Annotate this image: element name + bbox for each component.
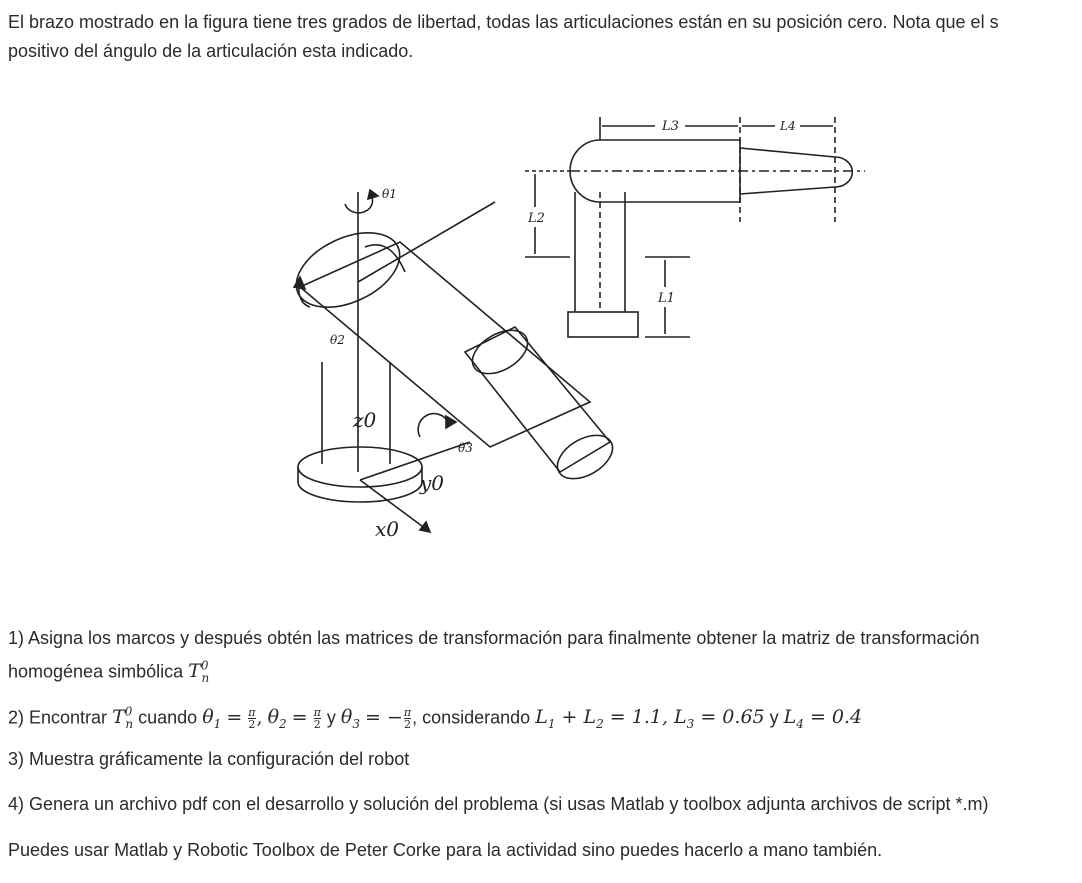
question-2-y: y bbox=[769, 707, 779, 728]
math-lengths: $L_1 + L_2 = 1.1$, $L_3 = 0.65$ bbox=[535, 706, 765, 732]
robot-arm-figure bbox=[270, 112, 880, 552]
question-1-line-2 bbox=[8, 652, 979, 692]
theta2-arrowhead bbox=[294, 277, 305, 289]
math-pi-over-2-b: $\frac{\pi}{2}$ bbox=[313, 706, 321, 732]
elbow-joint bbox=[465, 321, 535, 382]
math-eq-1: = bbox=[226, 706, 243, 729]
shoulder-axis bbox=[358, 202, 495, 282]
label-theta2: θ2 bbox=[330, 333, 345, 347]
math-L4: $L_4 = 0.4$ bbox=[783, 706, 863, 732]
shoulder-joint bbox=[285, 218, 412, 322]
question-4: 4) Genera un archivo pdf con el desarrollo y solución del problema (si usas Matlab y toolbox adjunta archivos de script *.m) bbox=[8, 794, 989, 814]
label-L2: L2 bbox=[528, 211, 545, 226]
math-theta-3: $\theta_3$ bbox=[340, 706, 360, 732]
label-L3: L3 bbox=[662, 119, 679, 134]
question-3: 3) Muestra gráficamente la configuración del robot bbox=[8, 749, 410, 769]
math-theta-2: $\theta_2$ bbox=[267, 706, 287, 732]
post-base bbox=[568, 312, 638, 337]
label-L1: L1 bbox=[658, 291, 675, 306]
question-2-prefix: 2) Encontrar bbox=[8, 707, 108, 728]
math-pi-over-2-a: $\frac{\pi}{2}$ bbox=[248, 706, 256, 732]
math-minus-pi-over-2: $\frac{\pi}{2}$ bbox=[403, 706, 412, 732]
intro-paragraph bbox=[8, 8, 1078, 66]
label-x0: x0 bbox=[375, 517, 400, 541]
question-1 bbox=[8, 624, 979, 692]
base-disc-top bbox=[298, 447, 422, 487]
footer-note: Puedes usar Matlab y Robotic Toolbox de Peter Corke para la actividad sino puedes hacerlo a mano también. bbox=[8, 840, 883, 860]
math-T-n-0-q2: $T^0_n$ bbox=[112, 705, 134, 732]
intro-line-2: positivo del ángulo de la articulación esta indicado. bbox=[8, 41, 414, 61]
theta1-arrowhead bbox=[368, 190, 378, 199]
robot-arm-drawing bbox=[270, 112, 880, 552]
intro-line-1: El brazo mostrado en la figura tiene tres grados de libertad, todas las articulaciones están en su posición cero. Nota que el s bbox=[8, 12, 999, 32]
label-L4: L4 bbox=[780, 119, 796, 133]
x0-arrowhead bbox=[420, 522, 430, 532]
math-theta-1: $\theta_1$ bbox=[202, 706, 222, 732]
question-2-considerando: , considerando bbox=[412, 707, 531, 728]
label-theta1: θ1 bbox=[382, 187, 397, 201]
math-T-n-0: $T^0_n$ bbox=[188, 659, 210, 686]
question-2-cuando: cuando bbox=[138, 707, 198, 728]
theta3-arrow bbox=[418, 414, 448, 437]
question-1-text: homogénea simbólica bbox=[8, 661, 184, 682]
question-1-line-1: 1) Asigna los marcos y después obtén las matrices de transformación para finalmente obtener la matriz de transformación bbox=[8, 628, 980, 648]
base-disc-side bbox=[298, 467, 422, 502]
label-theta3: θ3 bbox=[458, 441, 473, 455]
label-y0: y0 bbox=[420, 471, 445, 495]
label-z0: z0 bbox=[353, 408, 377, 432]
question-2-and: y bbox=[326, 707, 336, 728]
question-2: 2) Encontrar $T^0_n$ cuando $\theta_1$ = $\frac{\pi}{2}$ , $\theta_2$ = $\frac{\pi}{2}$ y $\theta_3$ = − $\frac{\pi}{2}$ , considerando $L_1 + L_2 = 1.1$, $L_3 = 0.65$ y $L_4 = 0.4$ bbox=[8, 705, 863, 732]
